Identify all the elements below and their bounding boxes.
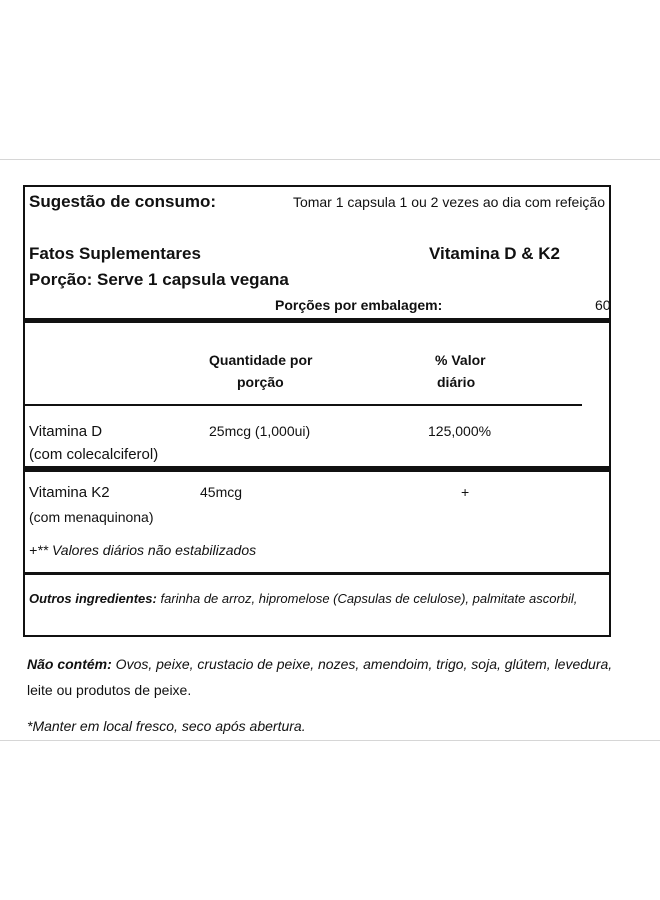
- sugestao-title: Sugestão de consumo:: [29, 192, 217, 211]
- header-quantidade-line1: Quantidade por: [209, 352, 313, 368]
- porcao: Porção: Serve 1 capsula vegana: [29, 270, 289, 289]
- divider-3: [25, 572, 609, 575]
- row-amount-vitamina-k2: 45mcg: [200, 484, 243, 500]
- header-valor-line1: % Valor: [435, 352, 486, 368]
- header-valor-line2: diário: [437, 374, 476, 390]
- footnote: +** Valores diários não estabilizados: [29, 542, 257, 558]
- row-name-vitamina-k2: Vitamina K2: [29, 484, 110, 501]
- bottom-divider: [0, 740, 660, 741]
- row-dv-vitamina-k2: +: [461, 484, 470, 500]
- row-sub-vitamina-d: (com colecalciferol): [29, 446, 159, 463]
- outros-value: farinha de arroz, hipromelose (Capsulas de celulose), palmitate ascorbil,: [156, 591, 578, 606]
- fatos-title: Fatos Suplementares: [29, 244, 201, 263]
- storage-note: *Manter em local fresco, seco após abertura.: [27, 718, 306, 734]
- nao-contem: [27, 656, 612, 672]
- outros-ingredientes: [29, 591, 577, 606]
- top-divider: [0, 159, 660, 160]
- porcoes-embalagem-value: 60: [595, 297, 611, 313]
- row-sub-vitamina-k2: (com menaquinona): [29, 509, 154, 525]
- sugestao-value: Tomar 1 capsula 1 ou 2 vezes ao dia com refeição: [292, 194, 605, 210]
- row-dv-vitamina-d: 125,000%: [428, 423, 492, 439]
- nao-contem-line2: leite ou produtos de peixe.: [27, 682, 192, 698]
- thick-divider-1: [25, 318, 609, 323]
- porcoes-embalagem-label: Porções por embalagem:: [275, 297, 443, 313]
- nao-contem-value: Ovos, peixe, crustacio de peixe, nozes, amendoim, trigo, soja, glútem, levedura,: [111, 656, 613, 672]
- supplement-facts-label: [23, 185, 611, 637]
- outros-label: Outros ingredientes:: [29, 591, 157, 606]
- thick-divider-2: [25, 466, 609, 472]
- nao-contem-label: Não contém:: [27, 656, 112, 672]
- row-amount-vitamina-d: 25mcg (1,000ui): [209, 423, 311, 439]
- thin-divider-1: [25, 404, 582, 406]
- product-name: Vitamina D & K2: [429, 244, 561, 263]
- row-name-vitamina-d: Vitamina D: [29, 423, 103, 440]
- header-quantidade-line2: porção: [237, 374, 284, 390]
